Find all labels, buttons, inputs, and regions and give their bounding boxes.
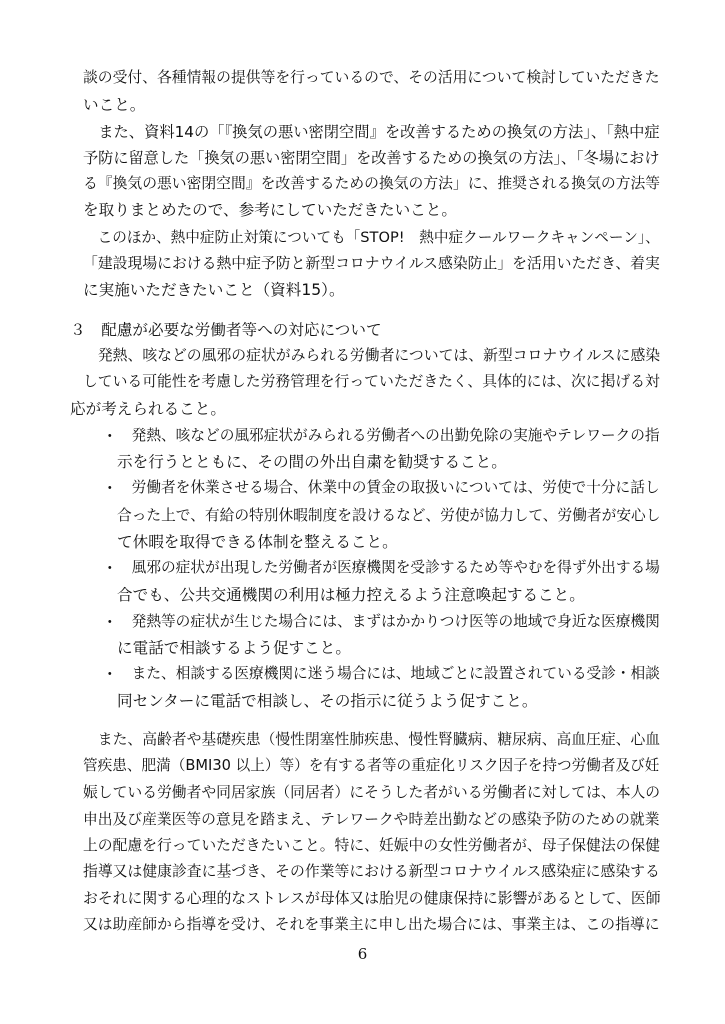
text-line: 「建設現場における熱中症予防と新型コロナウイルス感染防止」を活用いただき、着実 (83, 254, 660, 272)
text-line: 又は助産師から指導を受け、それを事業主に申し出た場合には、事業主は、この指導に (83, 916, 660, 933)
bullet-text: て休暇を取得できる体制を整えること。 (117, 532, 398, 551)
text-line: 発熱、咳などの風邪の症状がみられる労働者については、新型コロナウイルスに感染 (83, 346, 661, 364)
bullet-text: 同センターに電話で相談し、その指示に従うよう促すこと。 (117, 692, 538, 711)
bullet-text: 発熱等の症状が生じた場合には、まずはかかりつけ医等の地域で身近な医療機関 (117, 612, 660, 630)
bullet-text: また、相談する医療機関に迷う場合には、地域ごとに設置されている受診・相談 (117, 665, 660, 683)
text-line: おそれに関する心理的なストレスが母体又は胎児の健康保持に影響があるとして、医師 (83, 889, 661, 907)
bullet-text: 風邪の症状が出現した労働者が医療機関を受診するため等やむを得ず外出する場 (117, 559, 660, 577)
text-line: また、高齢者や基礎疾患（慢性閉塞性肺疾患、慢性腎臓病、糖尿病、高血圧症、心血 (83, 731, 661, 748)
text-line: いこと。 (83, 96, 146, 115)
bullet-mark: ・ (102, 665, 118, 684)
text-line: に実施いただきたいこと（資料15）。 (83, 281, 345, 300)
text-line: また、資料14の「『換気の悪い密閉空間』を改善するための換気の方法」、「熱中症 (83, 122, 660, 141)
bullet-mark: ・ (102, 612, 118, 631)
text-line: 予防に留意した「換気の悪い密閉空間」を改善するための換気の方法」、「冬場におけ (83, 148, 660, 167)
text-line: 応が考えられること。 (70, 400, 226, 419)
text-line: 申出及び産業医等の意見を踏まえ、テレワークや時差出勤などの感染予防のための就業 (83, 810, 660, 828)
text-line: る『換気の悪い密閉空間』を改善するための換気の方法」に、推奨される換気の方法等 (83, 175, 661, 193)
text-line: している可能性を考慮した労務管理を行っていただきたく、具体的には、次に掲げる対 (83, 373, 660, 391)
section-heading: ３ 配慮が必要な労働者等への対応について (70, 320, 382, 339)
bullet-text: 示を行うとともに、その間の外出自粛を勧奨すること。 (117, 453, 507, 471)
bullet-text: 合でも、公共交通機関の利用は極力控えるよう注意喚起すること。 (117, 586, 585, 605)
text-line: 管疾患、肥満（BMI30 以上）等）を有する者等の重症化リスク因子を持つ労働者及び妊 (83, 757, 660, 775)
bullet-text: に電話で相談するよう促すこと。 (117, 638, 351, 657)
bullet-mark: ・ (102, 559, 118, 578)
text-line: 指導又は健康診査に基づき、その作業等における新型コロナウイルス感染症に感染する (83, 863, 660, 881)
bullet-text: 発熱、咳などの風邪症状がみられる労働者への出勤免除の実施やテレワークの指 (117, 426, 660, 444)
text-line: を取りまとめたので、参考にしていただきたいこと。 (83, 201, 457, 220)
bullet-text: 合った上で、有給の特別休暇制度を設けるなど、労使が協力して、労働者が安心し (117, 506, 661, 524)
bullet-text: 労働者を休業させる場合、休業中の賃金の取扱いについては、労使で十分に話し (117, 479, 660, 497)
bullet-mark: ・ (102, 426, 118, 445)
text-line: 談の受付、各種情報の提供等を行っているので、その活用について検討していただきた (83, 69, 660, 86)
bullet-mark: ・ (102, 479, 118, 498)
page-number: 6 (357, 945, 368, 963)
text-line: 娠している労働者や同居家族（同居者）にそうした者がいる労働者に対しては、本人の (83, 783, 661, 801)
text-line: このほか、熱中症防止対策についても「STOP! 熱中症クールワークキャンペーン」、 (83, 228, 660, 246)
text-line: 上の配慮を行っていただきたいこと。特に、妊娠中の女性労働者が、母子保健法の保健 (83, 837, 661, 855)
